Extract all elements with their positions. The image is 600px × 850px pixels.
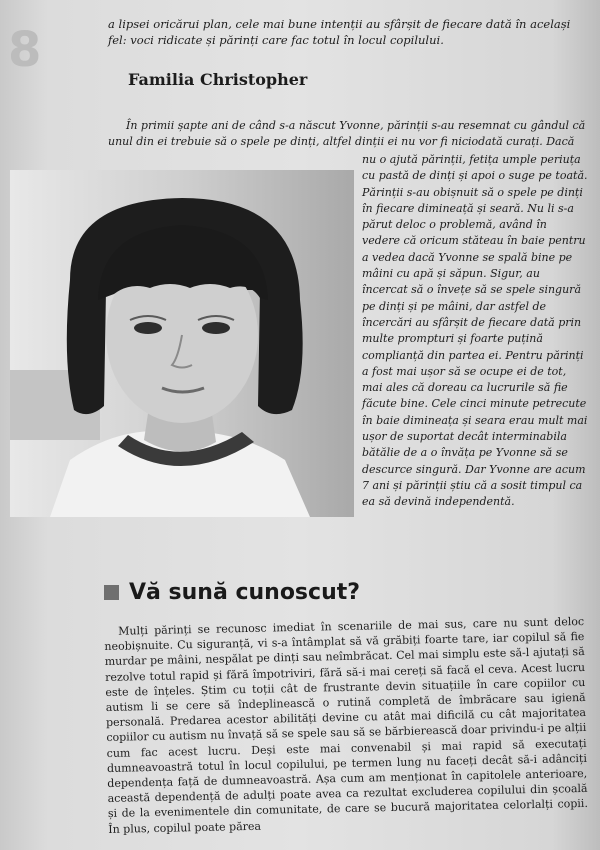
- section-heading-text: Vă sună cunoscut?: [129, 580, 361, 605]
- intro-paragraph: a lipsei oricărui plan, cele mai bune intenții au sfârșit de fiecare dată în același fel: voci ridicate și părinți care fac totul în locul copilului.: [108, 17, 571, 47]
- page-number: 8: [8, 22, 42, 78]
- story-column-paragraph: nu o ajută părinții, fetița umple periuța cu pastă de dinți și apoi o suge pe toată. Părinții s-au obișnuit să o spele pe dinți în fiecare dimineață și seară. Nu li s-a părut deloc o problemă, având în vedere că oricum stăteau în baie pentru a vedea dacă Yvonne se spală bine pe mâini cu apă și săpun. Sigur, au încercat să o învețe să se spele singură pe dinți și pe mâini, dar astfel de încercări au sfârșit de fiecare dată prin multe prompturi și foarte puțină complianță din partea ei. Pentru părinți a fost mai ușor să se ocupe ei de tot, mai ales că doreau ca lucrurile să fie făcute bine. Cele cinci minute petrecute în baie dimineața și seara erau mult mai ușor de suportat decât interminabila bătălie de a o învăța pe Yvonne să se descurce singură. Dar Yvonne are acum 7 ani și părinții știu că a sosit timpul ca ea să devină independentă.: [362, 153, 588, 509]
- heading-square-icon: [104, 585, 119, 600]
- section-body-paragraph: Mulți părinți se recunosc imediat în scenariile de mai sus, care nu sunt deloc neobișnuite. Cu siguranță, vi s-a întâmplat să vă grăbiți foarte tare, iar copilul să fie murdar pe mâini, nespălat pe dinți sau neîmbrăcat. Cel mai simplu este să-l ajutați să rezolve totul rapid și fără împotriviri, fără să-i mai cereți să facă el ceva. Acest lucru este de înțeles. Știm cu toții cât de frustrante devin situațiile în care copiilor cu autism li se cere să îndeplinească o rutină completă de îmbrăcare sau igienă personală. Predarea acestor abilități devine cu atât mai dificilă cu cât majoritatea copiilor cu autism nu învață să se spele sau să se bărbierească doar privindu-i pe alții cum fac acest lucru. Deși este mai convenabil și mai rapid să executați dumneavoastră totul în locul copilului, pe termen lung nu faceți decât să-i adânciți dependența față de dumneavoastră. Așa cum am menționat în capitolele anterioare, această dependență de adulți poate avea ca rezultat excluderea copilului din școală și de la evenimentele din comunitate, de care se bucură majoritatea celorlalți copii. În plus, copilul poate părea: [104, 614, 589, 836]
- story-title: Familia Christopher: [128, 70, 308, 89]
- girl-portrait-photo: [10, 170, 354, 517]
- section-heading: [104, 580, 360, 605]
- story-lead-paragraph: În primii șapte ani de când s-a născut Yvonne, părinții s-au resemnat cu gândul că unul din ei trebuie să o spele pe dinți, altfel dinții ei nu vor fi niciodată curați. Dacă: [108, 119, 586, 148]
